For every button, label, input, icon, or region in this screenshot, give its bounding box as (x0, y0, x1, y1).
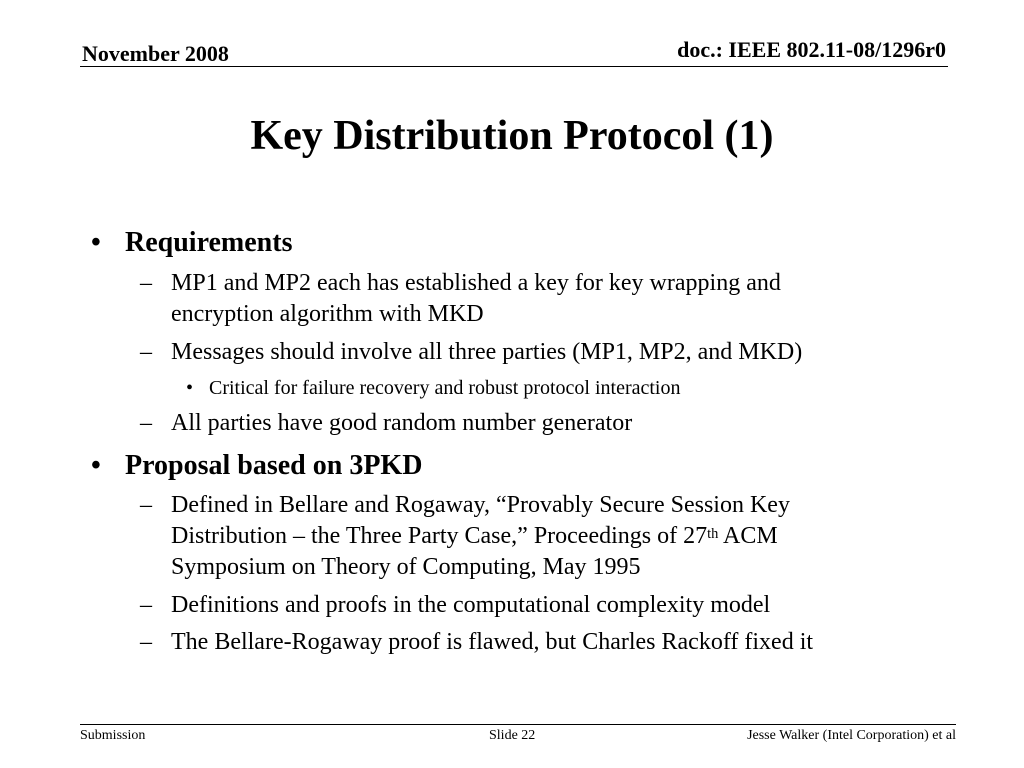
dash-marker: – (140, 492, 152, 518)
item-key-wrapping-line2: encryption algorithm with MKD (171, 301, 484, 327)
dash-marker: – (140, 270, 152, 296)
reference-line2-acm: ACM (718, 523, 778, 549)
dash-marker: – (140, 339, 152, 365)
item-reference-line1: Defined in Bellare and Rogaway, “Provably Secure Session Key (171, 492, 790, 518)
item-three-parties: Messages should involve all three parties (MP1, MP2, and MKD) (171, 339, 803, 365)
item-key-wrapping-line1: MP1 and MP2 each has established a key for key wrapping and (171, 270, 781, 296)
header-date: November 2008 (82, 41, 229, 66)
header-doc-id: doc.: IEEE 802.11-08/1296r0 (677, 37, 946, 62)
footer-divider (80, 724, 956, 725)
superscript-th: th (707, 525, 719, 542)
item-definitions: Definitions and proofs in the computational complexity model (171, 592, 771, 618)
reference-line2-text: Distribution – the Three Party Case,” Proceedings of 27 (171, 523, 708, 549)
footer-author: Jesse Walker (Intel Corporation) et al (747, 728, 956, 743)
bullet-marker: • (91, 450, 101, 481)
footer-slide-number: Slide 22 (489, 728, 536, 743)
item-reference-line2 (171, 523, 778, 550)
item-flawed: The Bellare-Rogaway proof is flawed, but Charles Rackoff fixed it (171, 629, 814, 655)
item-reference-line3: Symposium on Theory of Computing, May 1995 (171, 554, 641, 580)
footer-submission: Submission (80, 728, 146, 743)
slide-title: Key Distribution Protocol (1) (250, 113, 774, 159)
bullet-requirements: Requirements (125, 227, 293, 258)
sub-item-critical: Critical for failure recovery and robust protocol interaction (209, 377, 681, 399)
item-rng: All parties have good random number generator (171, 410, 633, 436)
bullet-marker: • (91, 227, 101, 258)
dash-marker: – (140, 629, 152, 655)
dash-marker: – (140, 592, 152, 618)
dash-marker: – (140, 410, 152, 436)
bullet-marker: • (186, 377, 194, 399)
bullet-proposal: Proposal based on 3PKD (125, 450, 423, 481)
